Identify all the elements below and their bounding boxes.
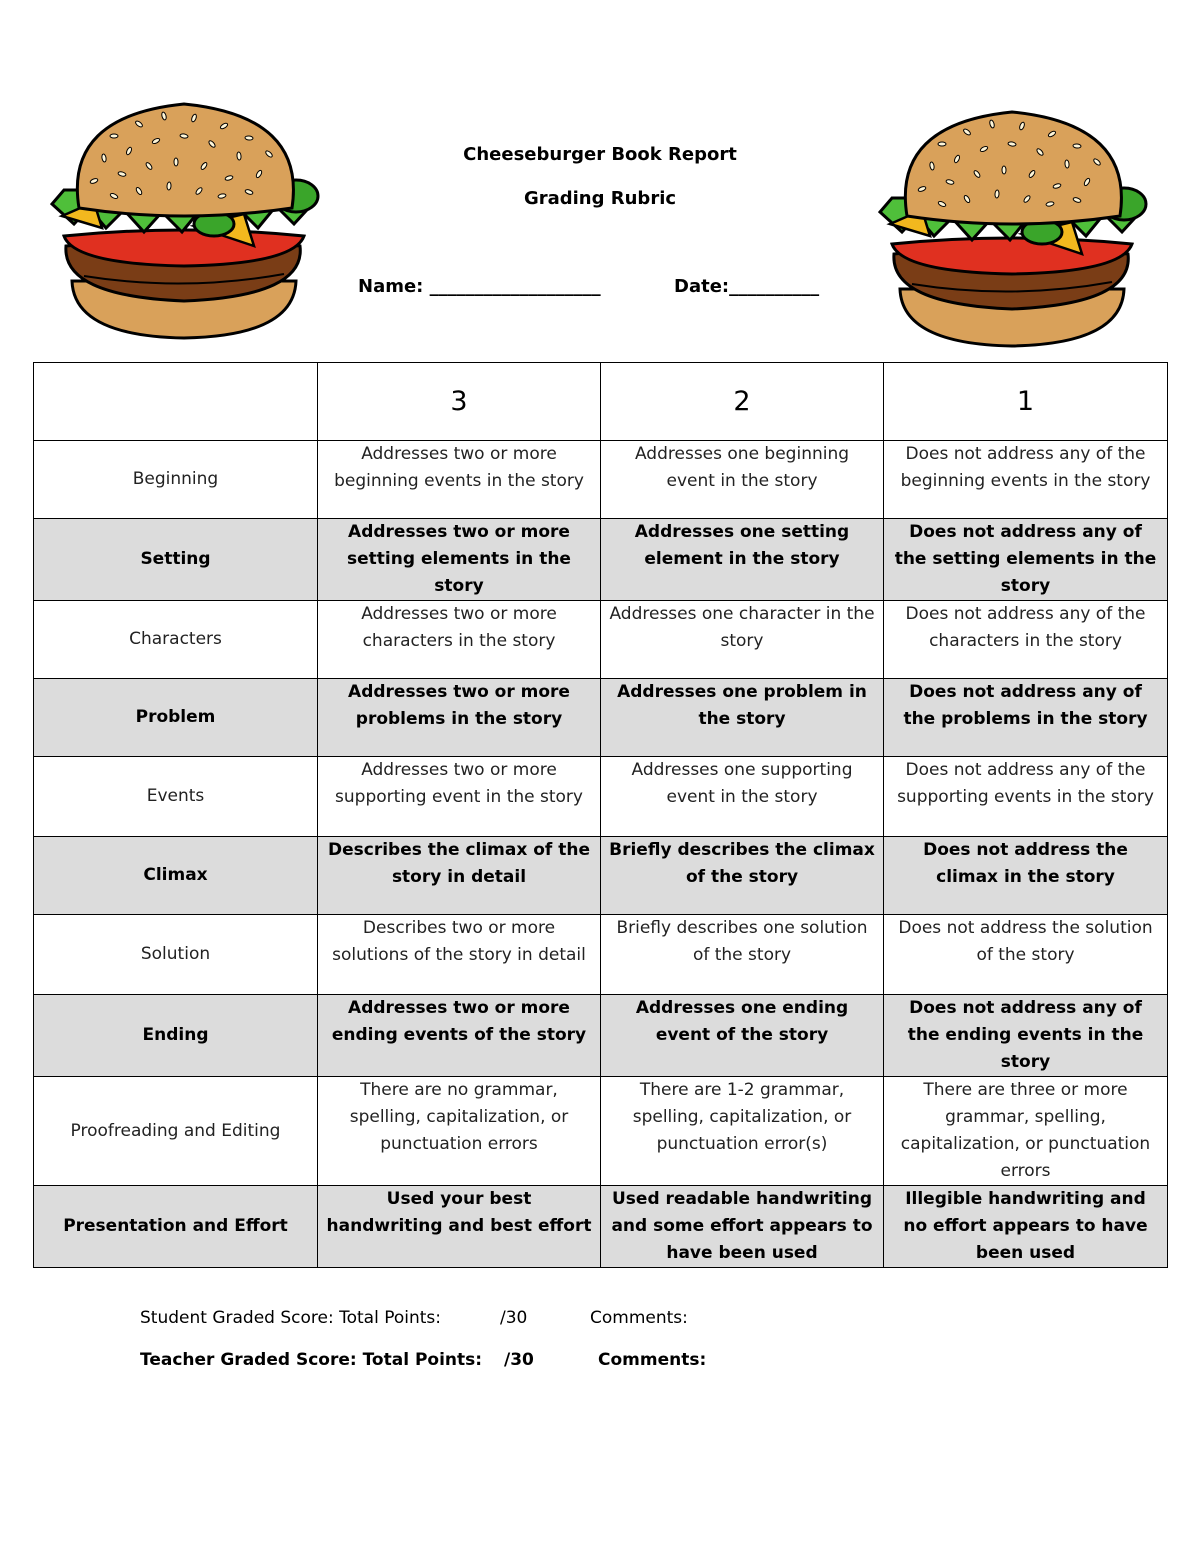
rubric-criterion-cell: Used readable handwriting and some effort appears to have been used <box>601 1186 884 1268</box>
teacher-total-points[interactable]: /30 <box>504 1350 534 1370</box>
rubric-criterion-cell: Describes the climax of the story in detail <box>318 837 601 915</box>
rubric-row <box>34 837 1168 915</box>
rubric-row <box>34 1077 1168 1186</box>
rubric-criterion-cell: Addresses one character in the story <box>601 601 884 679</box>
rubric-criterion-cell: Addresses two or more ending events of the story <box>318 995 601 1077</box>
rubric-row <box>34 757 1168 837</box>
rubric-criterion-cell: Does not address any of the setting elements in the story <box>884 519 1168 601</box>
rubric-criterion-cell: There are no grammar, spelling, capitalization, or punctuation errors <box>318 1077 601 1186</box>
student-total-points[interactable]: /30 <box>500 1308 528 1328</box>
score-header: 3 <box>318 363 601 441</box>
document-subtitle: Grading Rubric <box>523 188 677 209</box>
rubric-category: Beginning <box>34 441 318 519</box>
rubric-criterion-cell: Addresses two or more problems in the story <box>318 679 601 757</box>
cheeseburger-icon <box>44 96 324 340</box>
rubric-criterion-cell: Addresses one setting element in the story <box>601 519 884 601</box>
student-score-label: Student Graded Score: Total Points: <box>140 1308 441 1328</box>
rubric-category: Events <box>34 757 318 837</box>
rubric-criterion-cell: Used your best handwriting and best effort <box>318 1186 601 1268</box>
name-field[interactable]: Name: ___________________ <box>358 276 601 297</box>
rubric-category: Setting <box>34 519 318 601</box>
rubric-row <box>34 915 1168 995</box>
rubric-row <box>34 441 1168 519</box>
rubric-row <box>34 601 1168 679</box>
rubric-criterion-cell: Addresses two or more beginning events in the story <box>318 441 601 519</box>
rubric-corner-cell <box>34 363 318 441</box>
rubric-row <box>34 995 1168 1077</box>
rubric-criterion-cell: Addresses two or more setting elements in the story <box>318 519 601 601</box>
date-field[interactable]: Date:__________ <box>674 276 820 297</box>
rubric-criterion-cell: Illegible handwriting and no effort appears to have been used <box>884 1186 1168 1268</box>
rubric-row <box>34 1186 1168 1268</box>
rubric-category: Proofreading and Editing <box>34 1077 318 1186</box>
rubric-category: Ending <box>34 995 318 1077</box>
rubric-category: Presentation and Effort <box>34 1186 318 1268</box>
rubric-category: Solution <box>34 915 318 995</box>
rubric-criterion-cell: Briefly describes the climax of the story <box>601 837 884 915</box>
rubric-criterion-cell: There are three or more grammar, spelling, capitalization, or punctuation errors <box>884 1077 1168 1186</box>
rubric-criterion-cell: Does not address any of the supporting events in the story <box>884 757 1168 837</box>
rubric-criterion-cell: Does not address any of the characters in the story <box>884 601 1168 679</box>
rubric-criterion-cell: Does not address the climax in the story <box>884 837 1168 915</box>
rubric-criterion-cell: Briefly describes one solution of the story <box>601 915 884 995</box>
rubric-category: Problem <box>34 679 318 757</box>
rubric-row <box>34 519 1168 601</box>
rubric-criterion-cell: Does not address any of the beginning events in the story <box>884 441 1168 519</box>
teacher-score-label: Teacher Graded Score: Total Points: <box>140 1350 483 1370</box>
rubric-criterion-cell: Addresses one beginning event in the story <box>601 441 884 519</box>
grading-rubric-table <box>33 362 1168 1268</box>
rubric-criterion-cell: Describes two or more solutions of the story in detail <box>318 915 601 995</box>
student-comments-label[interactable]: Comments: <box>590 1308 688 1328</box>
teacher-comments-label[interactable]: Comments: <box>598 1350 707 1370</box>
rubric-row <box>34 679 1168 757</box>
rubric-criterion-cell: There are 1-2 grammar, spelling, capitalization, or punctuation error(s) <box>601 1077 884 1186</box>
rubric-header-row <box>34 363 1168 441</box>
cheeseburger-icon <box>872 104 1152 348</box>
rubric-criterion-cell: Addresses two or more characters in the story <box>318 601 601 679</box>
rubric-category: Characters <box>34 601 318 679</box>
rubric-criterion-cell: Does not address any of the problems in the story <box>884 679 1168 757</box>
rubric-criterion-cell: Does not address any of the ending events in the story <box>884 995 1168 1077</box>
rubric-criterion-cell: Addresses one supporting event in the story <box>601 757 884 837</box>
rubric-criterion-cell: Addresses two or more supporting event in the story <box>318 757 601 837</box>
document-title: Cheeseburger Book Report <box>463 144 737 165</box>
rubric-criterion-cell: Addresses one ending event of the story <box>601 995 884 1077</box>
score-header: 2 <box>601 363 884 441</box>
rubric-category: Climax <box>34 837 318 915</box>
rubric-criterion-cell: Does not address the solution of the story <box>884 915 1168 995</box>
score-header: 1 <box>884 363 1168 441</box>
rubric-criterion-cell: Addresses one problem in the story <box>601 679 884 757</box>
